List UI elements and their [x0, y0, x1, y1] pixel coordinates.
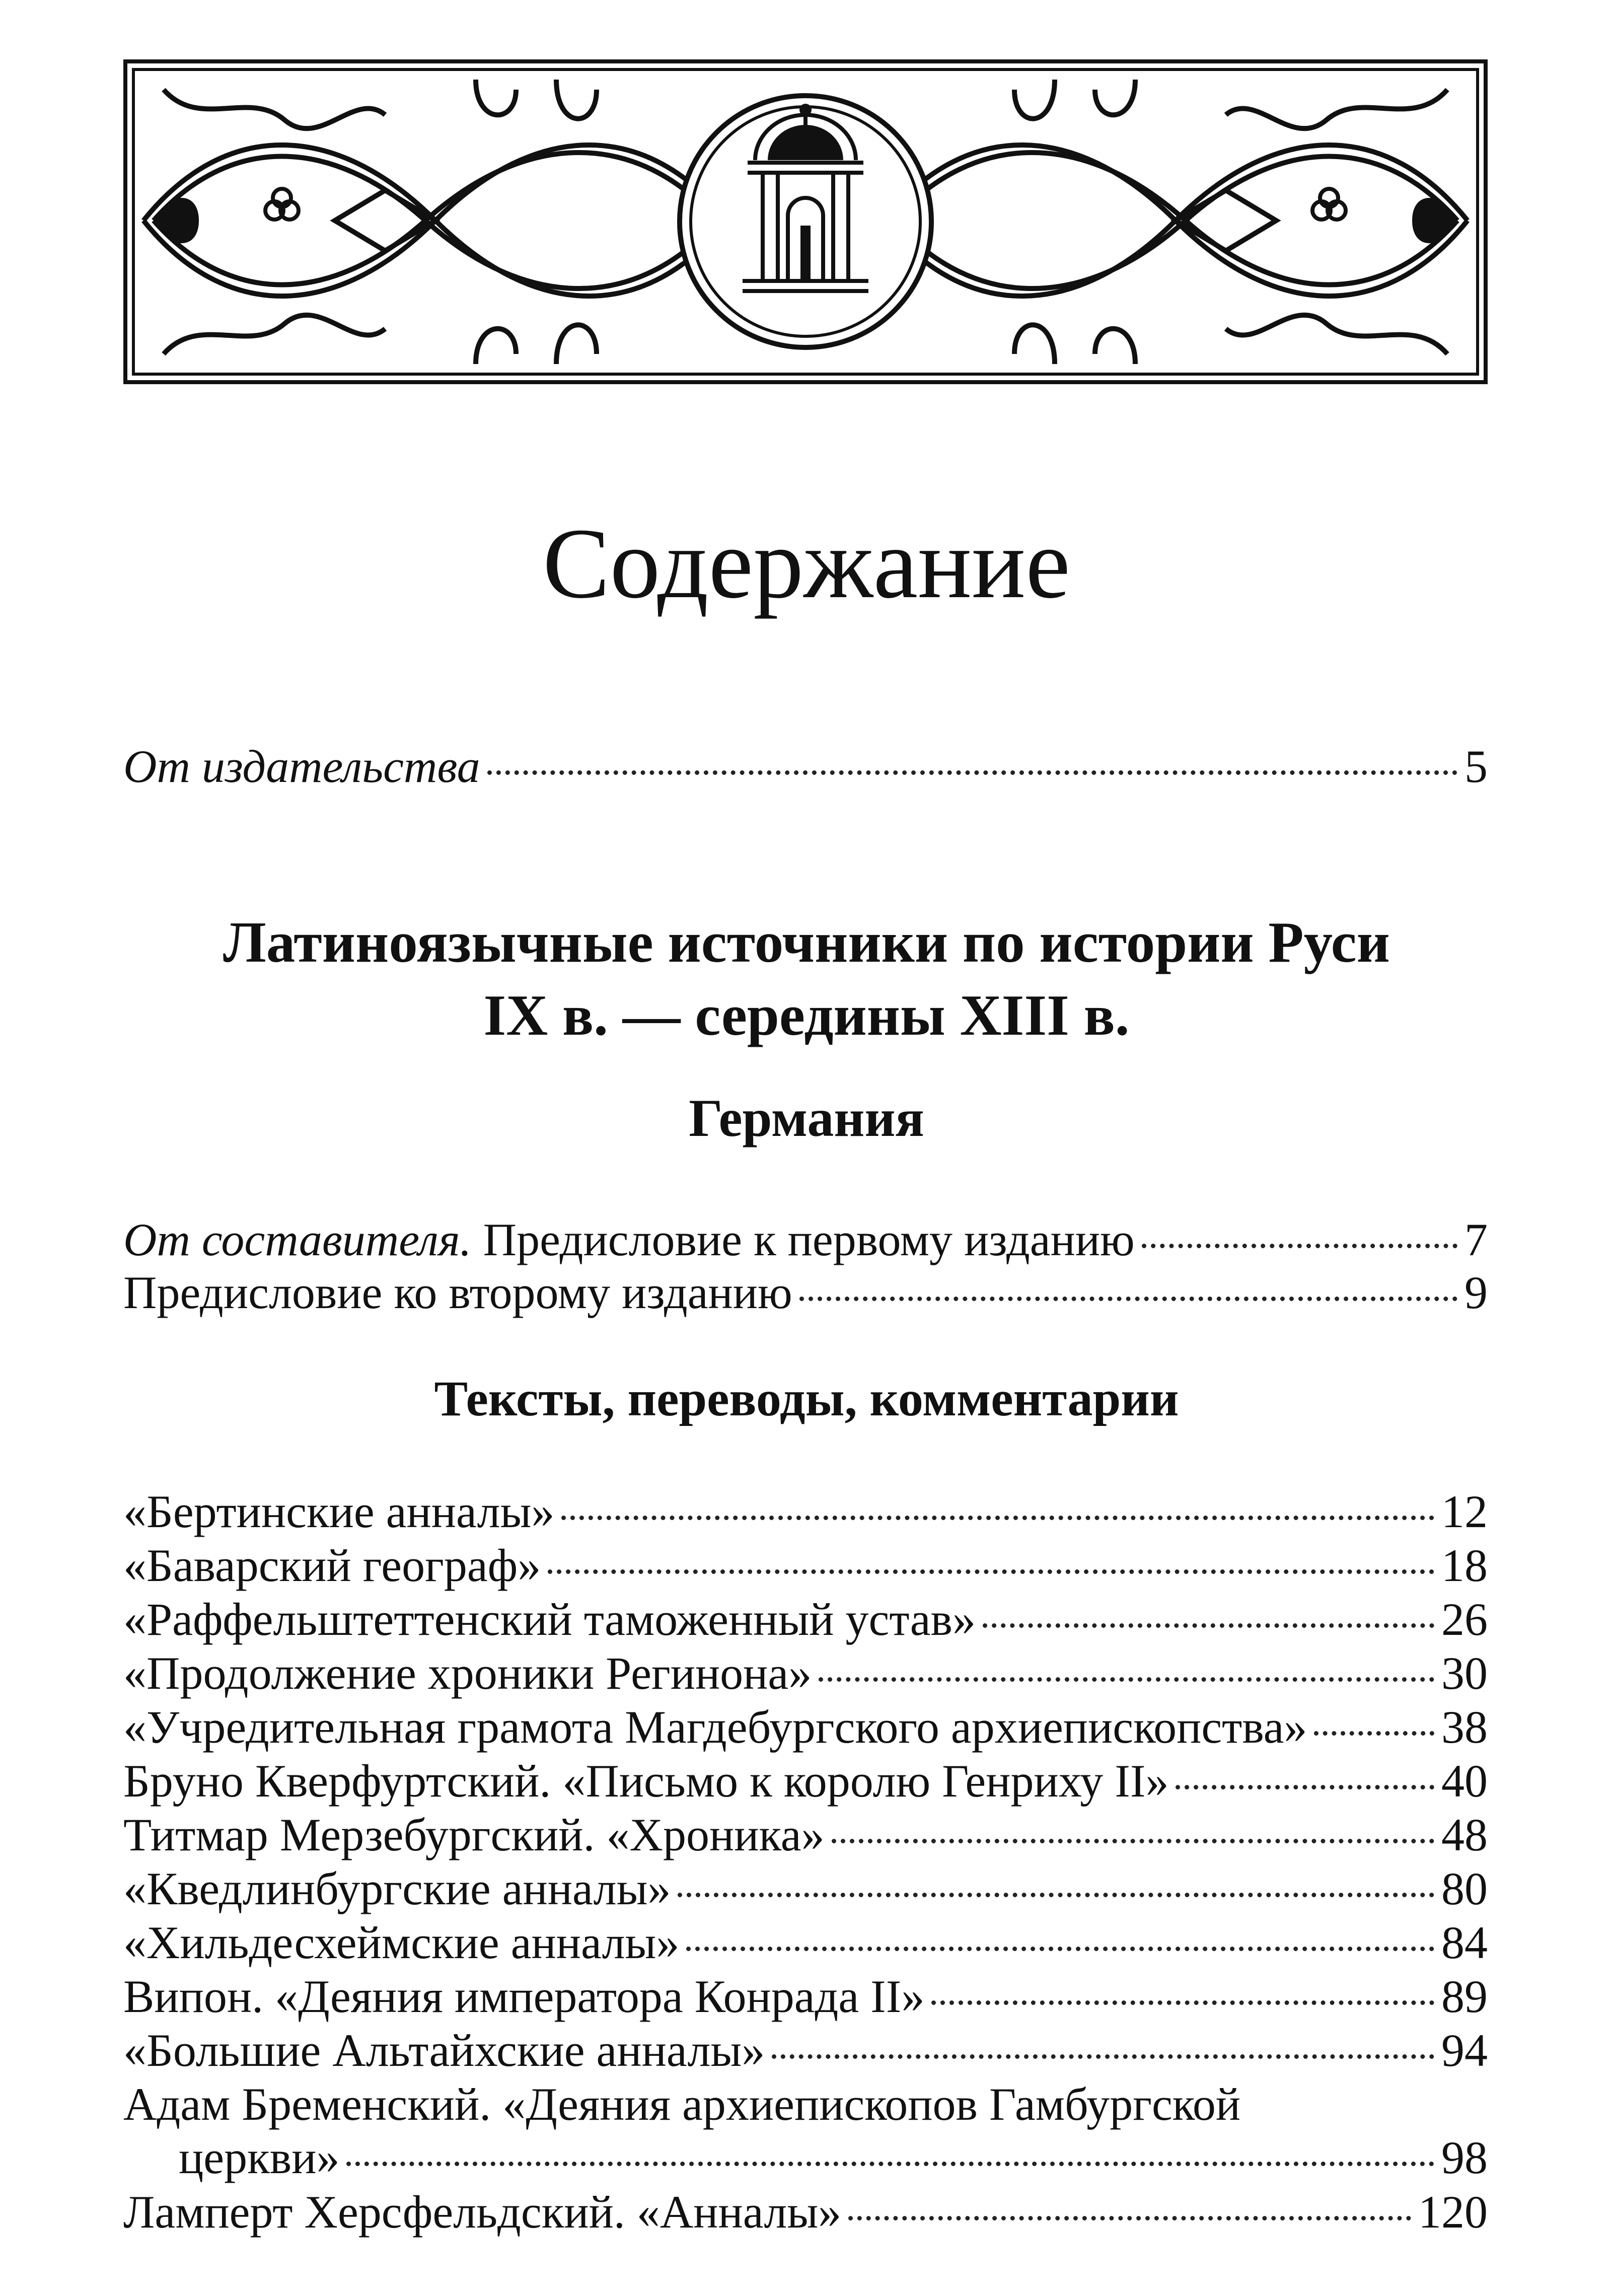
toc-entry-label: Предисловие ко второму изданию: [123, 1267, 792, 1318]
section-heading: Тексты, переводы, комментарии: [434, 1371, 1179, 1426]
toc-entry-label: Титмар Мерзебургский. «Хроника»: [123, 1809, 825, 1860]
toc-entry-label: «Раффельштеттенский таможенный устав»: [123, 1594, 976, 1645]
toc-entry-label: «Большие Альтайхские анналы»: [123, 2025, 765, 2076]
toc-entry-label: «Продолжение хроники Регинона»: [123, 1647, 812, 1699]
toc-entry-label: Предисловие к первому изданию: [471, 1214, 1135, 1265]
toc-entry-label: От издательства: [123, 741, 480, 792]
toc-entry-page: 89: [1441, 1971, 1488, 2022]
toc-entry-page: 26: [1441, 1594, 1488, 1645]
toc-entry[interactable]: [123, 1647, 1488, 1700]
toc-entry[interactable]: [123, 1485, 1488, 1539]
toc-entry-page: 12: [1441, 1486, 1488, 1537]
leader-dots: [548, 1569, 1434, 1574]
toc-entry-label: Адам Бременский. «Деяния архиепископов Гамбургской: [123, 2078, 1241, 2130]
toc-entry[interactable]: [123, 1593, 1488, 1646]
toc-entry-page: 48: [1441, 1809, 1488, 1860]
toc-entry-label: «Кведлинбургские анналы»: [123, 1863, 671, 1914]
toc-entry-page: 7: [1464, 1214, 1488, 1265]
toc-entry-page: 40: [1441, 1755, 1488, 1807]
toc-entry-adam[interactable]: [123, 2078, 1488, 2185]
leader-dots: [1314, 1731, 1434, 1736]
part-heading-line2: IX в. — середины XIII в.: [483, 983, 1130, 1047]
header-ornament: [123, 59, 1488, 384]
leader-dots: [1142, 1244, 1457, 1248]
toc-entry[interactable]: [123, 1862, 1488, 1916]
toc-entry-page: 98: [1441, 2131, 1488, 2183]
toc-entry-label: «Бертинские анналы»: [123, 1486, 555, 1537]
toc-entry-page: 120: [1418, 2186, 1488, 2238]
toc-entry[interactable]: [123, 1701, 1488, 1754]
toc-entry[interactable]: [123, 1916, 1488, 1970]
leader-dots: [487, 770, 1457, 775]
toc-entry-italic: От составителя.: [123, 1214, 472, 1265]
toc-entry-page: 80: [1441, 1863, 1488, 1914]
toc-entry-lampert[interactable]: [123, 2186, 1488, 2239]
toc-entry-label: «Хильдесхеймские анналы»: [123, 1917, 680, 1968]
toc-entry-page: 9: [1464, 1267, 1488, 1318]
leader-dots: [832, 1839, 1434, 1843]
country-heading: Германия: [689, 1089, 924, 1147]
leader-dots: [848, 2216, 1411, 2220]
toc-entry-label-cont: церкви»: [179, 2131, 340, 2183]
toc-entry-label: «Баварский географ»: [123, 1540, 541, 1591]
toc-entry[interactable]: [123, 1809, 1488, 1862]
leader-dots: [772, 2054, 1434, 2059]
leader-dots: [799, 1297, 1457, 1301]
toc-entry-label: «Учредительная грамота Магдебургского архиепископства»: [123, 1701, 1307, 1753]
toc-entry-compiler-2[interactable]: [123, 1266, 1488, 1320]
toc-entry[interactable]: [123, 1539, 1488, 1593]
page-title: Содержание: [543, 508, 1070, 619]
leader-dots: [561, 1516, 1434, 1520]
leader-dots: [983, 1623, 1434, 1628]
toc-entry-page: 38: [1441, 1701, 1488, 1753]
toc-entry[interactable]: [123, 1755, 1488, 1808]
leader-dots: [819, 1677, 1434, 1682]
toc-entry[interactable]: [123, 1970, 1488, 2024]
leader-dots: [686, 1947, 1434, 1951]
leader-dots: [931, 2000, 1434, 2005]
toc-entry-page: 30: [1441, 1647, 1488, 1699]
leader-dots: [346, 2162, 1434, 2166]
toc-entry-label: Бруно Кверфуртский. «Письмо к королю Генриху II»: [123, 1755, 1169, 1807]
toc-entry-page: 5: [1464, 741, 1488, 792]
toc-entry-preface[interactable]: [123, 740, 1488, 794]
toc-entry-compiler-1[interactable]: [123, 1213, 1488, 1267]
leader-dots: [1176, 1785, 1434, 1789]
leader-dots: [678, 1893, 1434, 1897]
toc-entry-page: 84: [1441, 1917, 1488, 1968]
toc-entry-label: Випон. «Деяния императора Конрада II»: [123, 1971, 925, 2022]
toc-entry[interactable]: [123, 2024, 1488, 2077]
toc-entry-page: 18: [1441, 1540, 1488, 1591]
toc-entry-page: 94: [1441, 2025, 1488, 2076]
toc-entry-label: Ламперт Херсфельдский. «Анналы»: [123, 2186, 842, 2238]
part-heading-line1: Латиноязычные источники по истории Руси: [223, 910, 1390, 974]
